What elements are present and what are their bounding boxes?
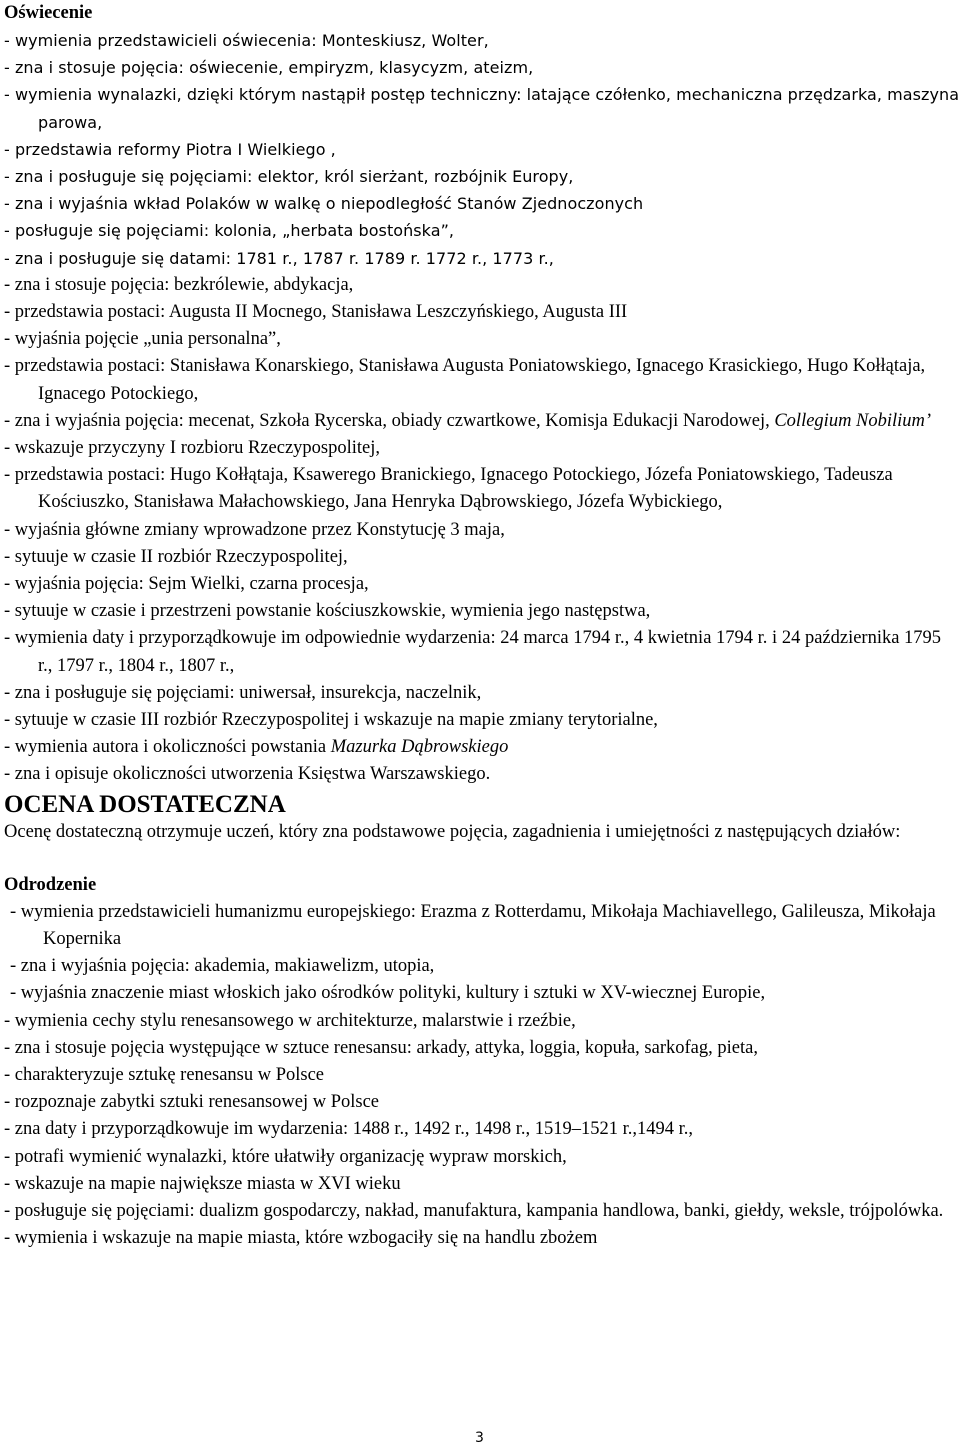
- list-item: - przedstawia postaci: Hugo Kołłątaja, Ksawerego Branickiego, Ignacego Potockiego, Józefa Poniatowskiego, Tadeusza Kościuszko, Stanisława Małachowskiego, Jana Henryka Dąbrowskiego, Józefa Wybickiego,: [4, 465, 893, 513]
- list-item: - zna i wyjaśnia wkład Polaków w walkę o niepodległość Stanów Zjednoczonych: [4, 194, 644, 214]
- list-item: - przedstawia postaci: Stanisława Konarskiego, Stanisława Augusta Poniatowskiego, Ignacego Krasickiego, Hugo Kołłątaja, Ignacego Potockiego,: [4, 356, 926, 404]
- list-item: - zna i stosuje pojęcia: oświecenie, empiryzm, klasycyzm, ateizm,: [4, 58, 534, 78]
- list-item: - wymienia wynalazki, dzięki którym nastąpił postęp techniczny: latające czółenko, mechaniczna przędzarka, maszyna parowa,: [4, 85, 960, 132]
- list-item: - przedstawia reformy Piotra I Wielkiego ,: [4, 139, 336, 159]
- list-item: - zna i posługuje się pojęciami: elektor, król sierżant, rozbójnik Europy,: [4, 167, 574, 187]
- list-item: - przedstawia postaci: Augusta II Mocnego, Stanisława Leszczyńskiego, Augusta III: [4, 302, 628, 323]
- page-number: 3: [475, 1430, 484, 1446]
- list-item: - zna i wyjaśnia pojęcia: akademia, makiawelizm, utopia,: [10, 956, 435, 977]
- list-item: - potrafi wymienić wynalazki, które ułatwiły organizację wypraw morskich,: [4, 1146, 567, 1167]
- section-title-odrodzenie: Odrodzenie: [4, 874, 97, 895]
- list-item: - sytuuje w czasie II rozbiór Rzeczypospolitej,: [4, 546, 348, 567]
- list-item: [4, 734, 960, 761]
- list-item: - zna i posługuje się pojęciami: uniwersał, insurekcja, naczelnik,: [4, 682, 482, 703]
- list-item: - wymienia cechy stylu renesansowego w architekturze, malarstwie i rzeźbie,: [4, 1010, 576, 1031]
- list-item: - charakteryzuje sztukę renesansu w Polsce: [4, 1064, 325, 1085]
- spacer: [4, 846, 960, 872]
- grade-heading: OCENA DOSTATECZNA: [4, 790, 286, 818]
- list-item: - zna daty i przyporządkowuje im wydarzenia: 1488 r., 1492 r., 1498 r., 1519–1521 r.,1494 r.,: [4, 1119, 693, 1140]
- section-title-oswiecenie: Oświecenie: [4, 3, 93, 23]
- list-item: - wskazuje przyczyny I rozbioru Rzeczypospolitej,: [4, 438, 381, 459]
- oswiecenie-list-sans: [4, 27, 960, 272]
- list-item: - wyjaśnia pojęcie „unia personalna”,: [4, 329, 281, 350]
- list-item: - wymienia przedstawicieli humanizmu europejskiego: Erazma z Rotterdamu, Mikołaja Machiavellego, Galileusza, Mikołaja Kopernika: [10, 901, 936, 949]
- list-item: - rozpoznaje zabytki sztuki renesansowej w Polsce: [4, 1092, 380, 1113]
- list-item: - zna i posługuje się datami: 1781 r., 1787 r. 1789 r. 1772 r., 1773 r.,: [4, 248, 554, 268]
- list-item: - wyjaśnia pojęcia: Sejm Wielki, czarna procesja,: [4, 574, 369, 595]
- list-item: - wyjaśnia główne zmiany wprowadzone przez Konstytucję 3 maja,: [4, 519, 505, 540]
- list-item: - zna i stosuje pojęcia: bezkrólewie, abdykacja,: [4, 274, 354, 295]
- odrodzenie-list-indented: [4, 899, 960, 1008]
- list-item: - sytuuje w czasie III rozbiór Rzeczypospolitej i wskazuje na mapie zmiany terytorialne,: [4, 710, 658, 731]
- list-item: - posługuje się pojęciami: kolonia, „herbata bostońska”,: [4, 221, 455, 241]
- item-text-italic: Collegium Nobilium’: [774, 410, 932, 431]
- list-item: - zna i opisuje okoliczności utworzenia Księstwa Warszawskiego.: [4, 764, 491, 785]
- list-item: [4, 408, 960, 435]
- list-item: - posługuje się pojęciami: dualizm gospodarczy, nakład, manufaktura, kampania handlowa, banki, giełdy, weksle, trójpolówka.: [4, 1200, 944, 1221]
- list-item: - wymienia i wskazuje na mapie miasta, które wzbogaciły się na handlu zbożem: [4, 1228, 598, 1249]
- list-item: - wymienia daty i przyporządkowuje im odpowiednie wydarzenia: 24 marca 1794 r., 4 kwietnia 1794 r. i 24 października 1795 r., 1797 r., 1804 r., 1807 r.,: [4, 628, 942, 676]
- list-item: - wymienia przedstawicieli oświecenia: Monteskiusz, Wolter,: [4, 31, 489, 50]
- item-text-italic: Mazurka Dąbrowskiego: [330, 737, 509, 758]
- list-item: - zna i stosuje pojęcia występujące w sztuce renesansu: arkady, attyka, loggia, kopuła, sarkofag, pieta,: [4, 1037, 758, 1058]
- list-item: - sytuuje w czasie i przestrzeni powstanie kościuszkowskie, wymienia jego następstwa,: [4, 601, 651, 622]
- grade-intro: Ocenę dostateczną otrzymuje uczeń, który zna podstawowe pojęcia, zagadnienia i umiejętności z następujących działów:: [4, 821, 901, 842]
- item-text: - wymienia autora i okoliczności powstania: [4, 737, 331, 758]
- odrodzenie-list: [4, 1008, 960, 1253]
- list-item: - wskazuje na mapie największe miasta w XVI wieku: [4, 1173, 401, 1194]
- item-text: - zna i wyjaśnia pojęcia: mecenat, Szkoła Rycerska, obiady czwartkowe, Komisja Edukacji Narodowej,: [4, 410, 775, 431]
- oswiecenie-list-serif: [4, 272, 960, 789]
- list-item: - wyjaśnia znaczenie miast włoskich jako ośrodków polityki, kultury i sztuki w XV-wiecznej Europie,: [10, 983, 766, 1004]
